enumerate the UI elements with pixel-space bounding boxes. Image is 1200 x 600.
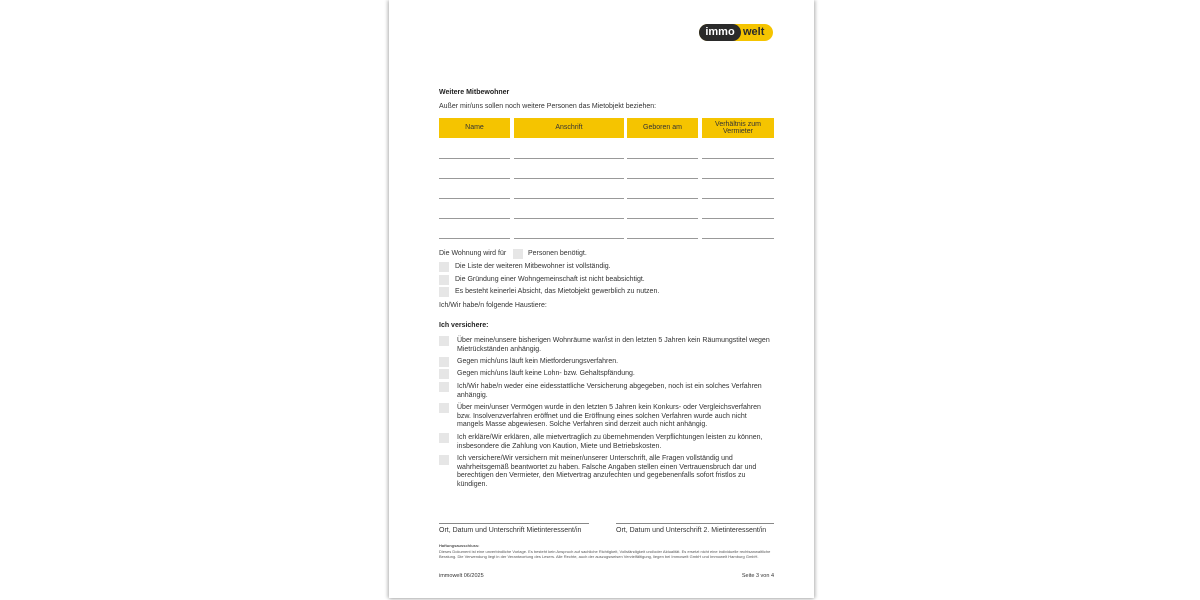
assure-title: Ich versichere: bbox=[439, 322, 489, 329]
section-title: Weitere Mitbewohner bbox=[439, 89, 510, 96]
checklist-item: Es besteht keinerlei Absicht, das Mietobjekt gewerblich zu nutzen. bbox=[455, 288, 660, 295]
assurance-item: Ich versichere/Wir versichern mit meiner/unserer Unterschrift, alle Fragen vollständig und wahrheitsgemäß beantwortet zu haben. Falsche Angaben stellen einen Vertrauensbruch dar und berechtigen den Vermieter, den Mietvertrag anzufechten und gegebenenfalls sofort fristlos zu kündigen. bbox=[457, 455, 757, 488]
persons-count-field[interactable] bbox=[513, 249, 523, 259]
table-cell-line[interactable] bbox=[514, 198, 624, 199]
checkbox[interactable] bbox=[439, 275, 449, 285]
logo-light-part: welt bbox=[743, 26, 765, 38]
checkbox[interactable] bbox=[439, 403, 449, 413]
table-header-birthdate: Geboren am bbox=[627, 118, 698, 138]
checklist-item: Die Liste der weiteren Mitbewohner ist vollständig. bbox=[455, 263, 611, 270]
table-cell-line[interactable] bbox=[514, 238, 624, 239]
signature-label-1: Ort, Datum und Unterschrift Mietinteressent/in bbox=[439, 527, 582, 534]
checklist-item: Die Gründung einer Wohngemeinschaft ist nicht beabsichtigt. bbox=[455, 276, 645, 283]
table-cell-line[interactable] bbox=[514, 178, 624, 179]
immowelt-logo bbox=[699, 24, 773, 41]
table-cell-line[interactable] bbox=[514, 158, 624, 159]
table-cell-line[interactable] bbox=[627, 158, 698, 159]
checkbox[interactable] bbox=[439, 433, 449, 443]
checkbox[interactable] bbox=[439, 382, 449, 392]
table-header-relation: Verhältnis zum Vermieter bbox=[702, 118, 774, 138]
table-header-address: Anschrift bbox=[514, 118, 624, 138]
footer-left: immowelt 06/2025 bbox=[439, 573, 484, 579]
table-cell-line[interactable] bbox=[439, 158, 510, 159]
assurance-item: Über mein/unser Vermögen wurde in den letzten 5 Jahren kein Konkurs- oder Vergleichsverfahren bzw. Insolvenzverfahren eröffnet und die Eröffnung eines solchen Verfahren wurde auch nicht mangels Masse abgewiesen. Solche Verfahren sind derzeit auch nicht anhängig. bbox=[457, 404, 761, 428]
checkbox[interactable] bbox=[439, 369, 449, 379]
checkbox[interactable] bbox=[439, 455, 449, 465]
signature-line-1[interactable] bbox=[439, 523, 589, 524]
table-cell-line[interactable] bbox=[439, 178, 510, 179]
checkbox[interactable] bbox=[439, 336, 449, 346]
table-cell-line[interactable] bbox=[514, 218, 624, 219]
assurance-item: Gegen mich/uns läuft keine Lohn- bzw. Gehaltspfändung. bbox=[457, 370, 635, 377]
table-cell-line[interactable] bbox=[627, 238, 698, 239]
disclaimer-text: Dieses Dokument ist eine unverbindliche Vorlage. Es besteht kein Anspruch auf sachliche Richtigkeit, Vollständigkeit und/oder Aktualität. Es ersetzt nicht eine individuelle rechtsanwaltliche Beratung. Die Verwendung liegt in der Verantwortung des Lesers. Alle Rechte, auch der auszugsweisen Vervielfältigung, liegen bei Immowelt GmbH und Immowelt Hamburg GmbH. bbox=[439, 549, 771, 559]
assurance-item: Gegen mich/uns läuft kein Mietforderungsverfahren. bbox=[457, 358, 619, 365]
intro-text: Außer mir/uns sollen noch weitere Personen das Mietobjekt beziehen: bbox=[439, 103, 657, 110]
table-cell-line[interactable] bbox=[702, 218, 774, 219]
logo-dark-part: immo bbox=[699, 24, 741, 41]
document-page bbox=[389, 0, 814, 598]
checkbox[interactable] bbox=[439, 287, 449, 297]
table-cell-line[interactable] bbox=[702, 198, 774, 199]
assurance-item: Über meine/unsere bisherigen Wohnräume war/ist in den letzten 5 Jahren kein Räumungstitel wegen Mietrückständen anhängig. bbox=[457, 337, 770, 353]
apartment-prefix: Die Wohnung wird für bbox=[439, 250, 507, 257]
table-cell-line[interactable] bbox=[627, 218, 698, 219]
table-cell-line[interactable] bbox=[702, 238, 774, 239]
table-cell-line[interactable] bbox=[627, 178, 698, 179]
apartment-suffix: Personen benötigt. bbox=[528, 250, 587, 257]
table-cell-line[interactable] bbox=[439, 198, 510, 199]
table-cell-line[interactable] bbox=[439, 238, 510, 239]
table-cell-line[interactable] bbox=[702, 158, 774, 159]
signature-label-2: Ort, Datum und Unterschrift 2. Mietinteressent/in bbox=[616, 527, 767, 534]
signature-line-2[interactable] bbox=[616, 523, 774, 524]
checkbox[interactable] bbox=[439, 262, 449, 272]
assurance-item: Ich/Wir habe/n weder eine eidesstattliche Versicherung abgegeben, noch ist ein solches Verfahren anhängig. bbox=[457, 383, 762, 399]
table-cell-line[interactable] bbox=[627, 198, 698, 199]
table-cell-line[interactable] bbox=[702, 178, 774, 179]
table-cell-line[interactable] bbox=[439, 218, 510, 219]
assurance-item: Ich erkläre/Wir erklären, alle mietvertraglich zu übernehmenden Verpflichtungen leisten zu können, insbesondere die Zahlung von Kaution, Miete und Betriebskosten. bbox=[457, 434, 763, 450]
pets-line: Ich/Wir habe/n folgende Haustiere: bbox=[439, 302, 547, 309]
footer-right: Seite 3 von 4 bbox=[741, 573, 774, 579]
table-header-name: Name bbox=[439, 118, 510, 138]
checkbox[interactable] bbox=[439, 357, 449, 367]
disclaimer-title: Haftungsausschluss: bbox=[439, 543, 480, 548]
